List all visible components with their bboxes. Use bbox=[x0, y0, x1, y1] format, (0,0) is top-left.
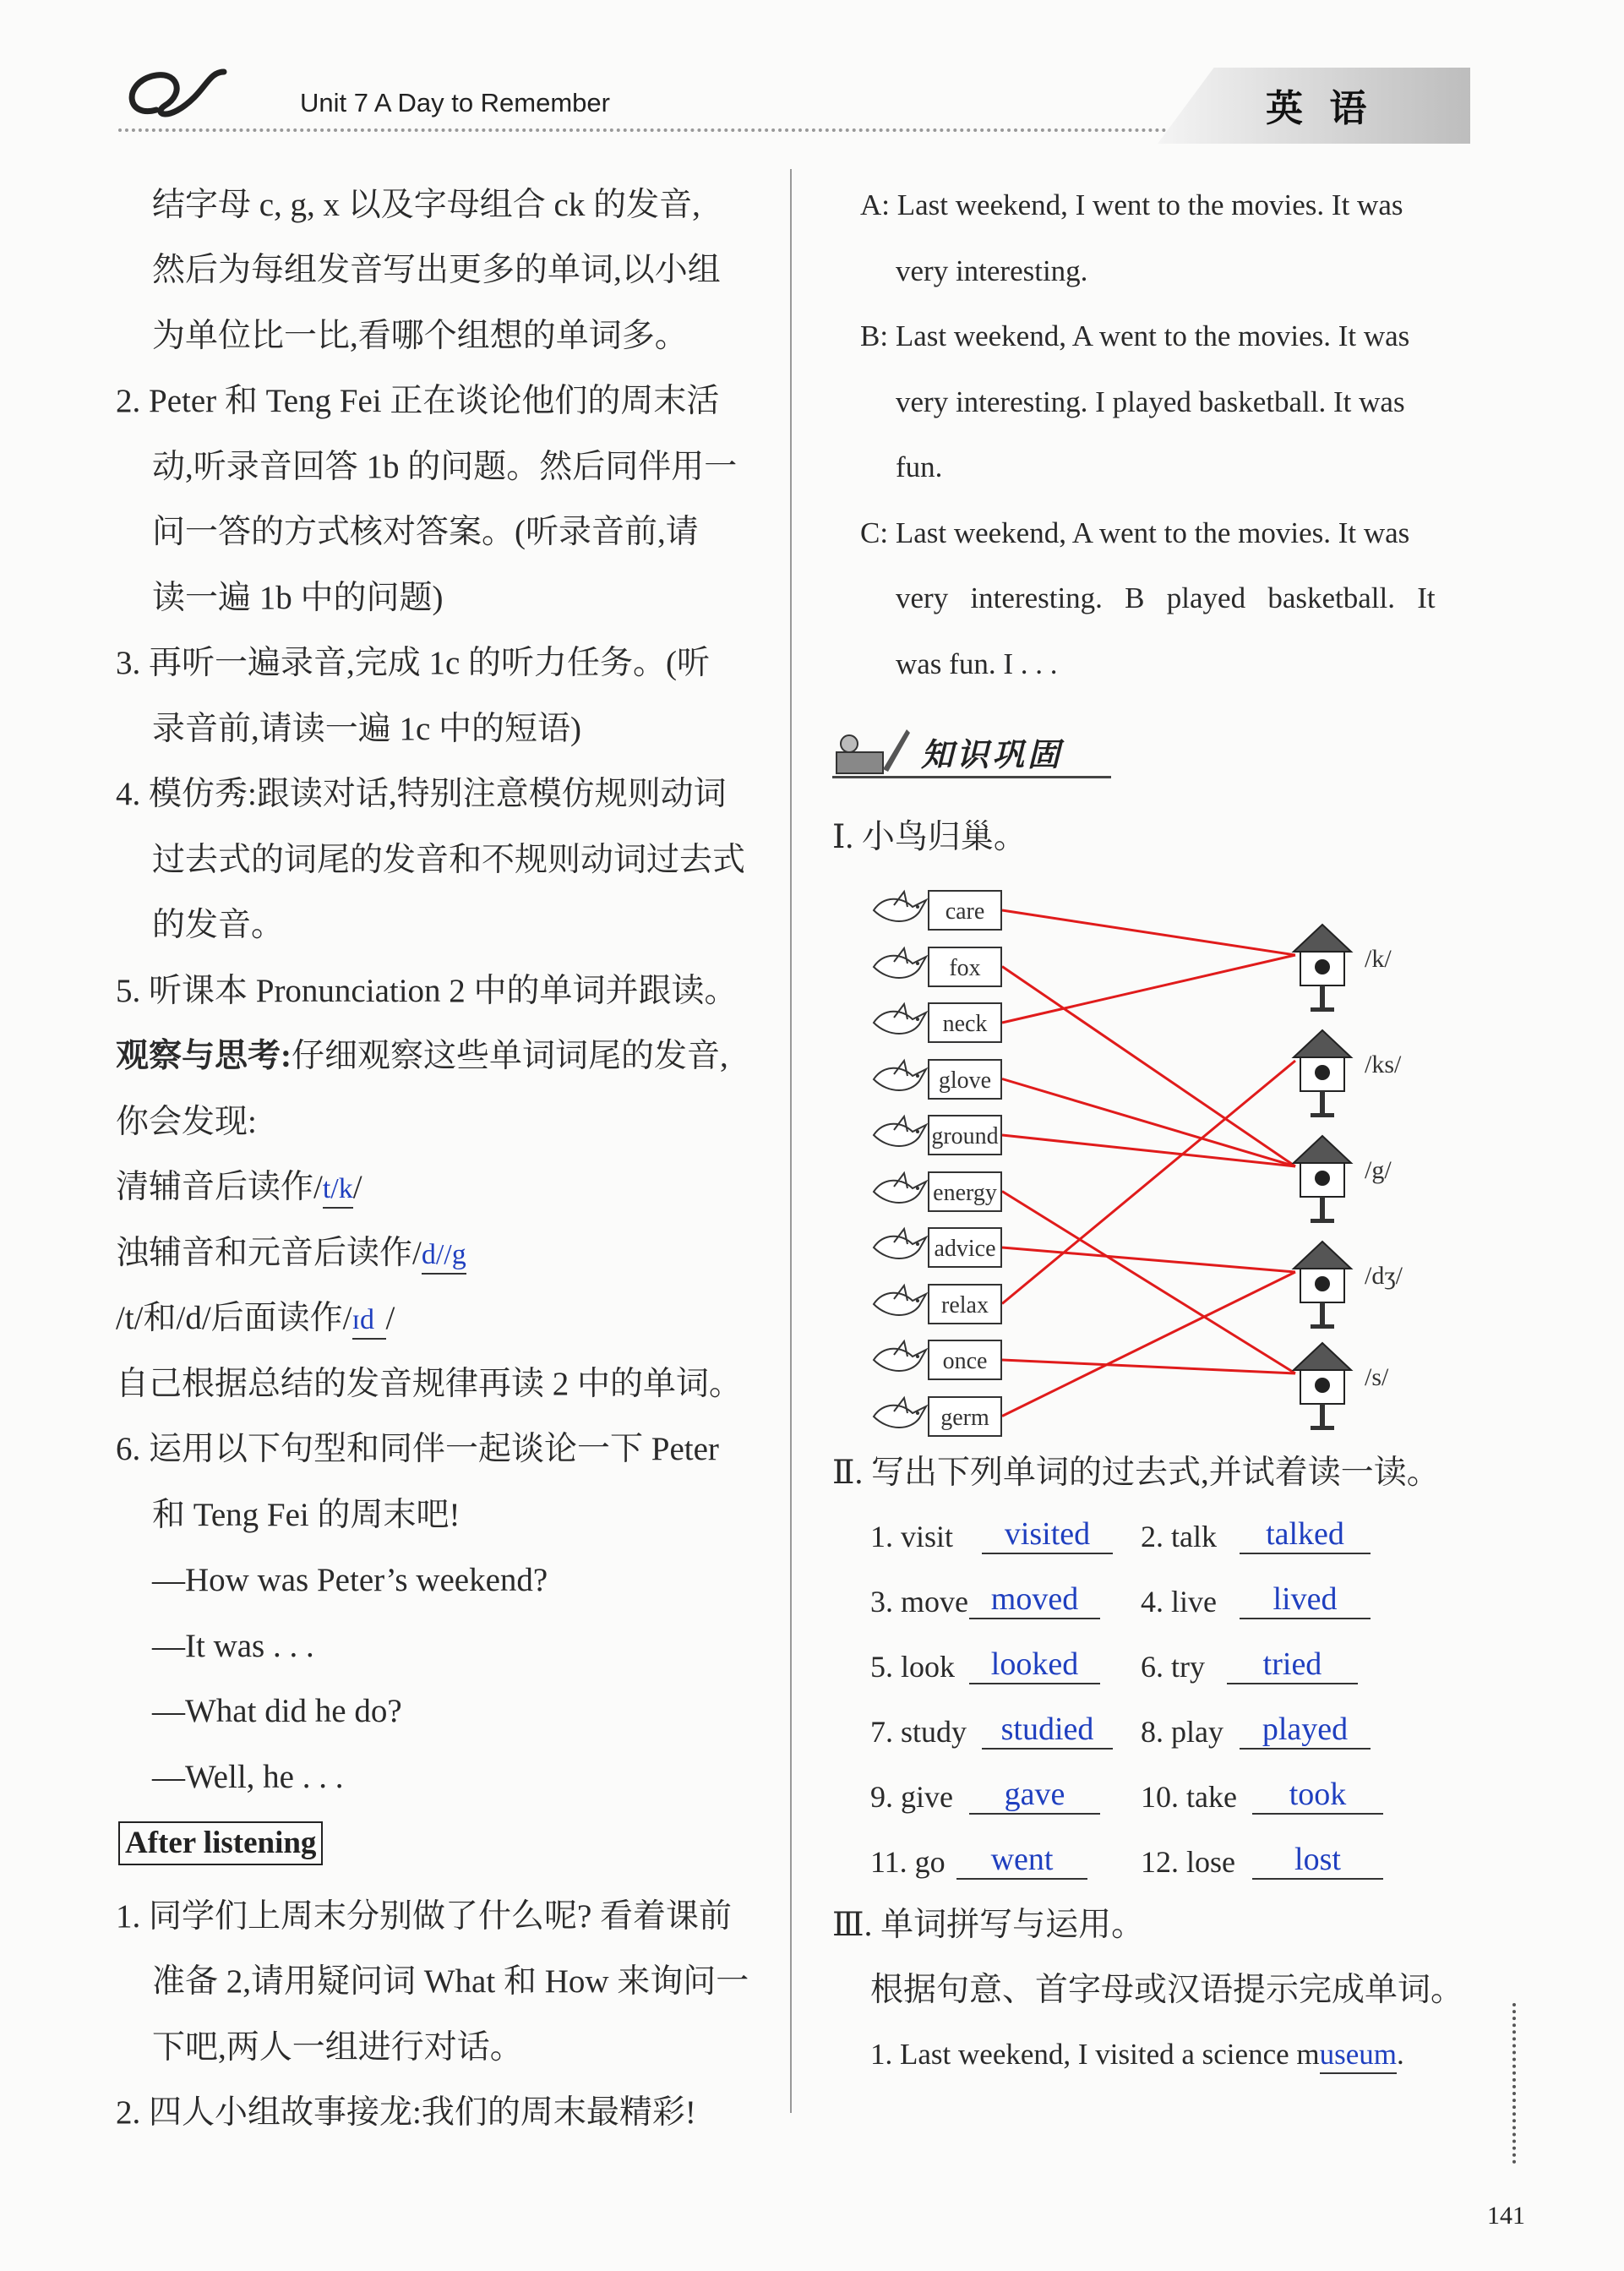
phonetic-label: /s/ bbox=[1365, 1363, 1389, 1391]
text-line: 的发音。 bbox=[152, 907, 285, 943]
past-tense-question: 9. give bbox=[870, 1780, 953, 1814]
bird-icon bbox=[870, 888, 929, 931]
text-line: 结字母 c, g, x 以及字母组合 ck 的发音, bbox=[152, 187, 700, 223]
word-box: fox bbox=[928, 947, 1002, 987]
match-line bbox=[1002, 955, 1295, 1023]
word-box: glove bbox=[928, 1059, 1002, 1100]
q3-instruction: 根据句意、首字母或汉语提示完成单词。 bbox=[870, 1972, 1464, 2008]
bird-icon bbox=[870, 1170, 929, 1212]
dialog-line: —What did he do? bbox=[152, 1693, 402, 1729]
bird-icon bbox=[870, 1338, 929, 1380]
past-tense-question: 7. study bbox=[870, 1715, 967, 1749]
story-line: very interesting. bbox=[896, 254, 1088, 287]
text-line: 2. 四人小组故事接龙:我们的周末最精彩! bbox=[116, 2094, 696, 2131]
answer-text: ɪd bbox=[352, 1303, 386, 1340]
dialog-line: —How was Peter’s weekend? bbox=[152, 1562, 548, 1598]
past-tense-answer: gave bbox=[969, 1776, 1100, 1815]
past-tense-answer: looked bbox=[969, 1646, 1100, 1684]
q3-title: Ⅲ. 单词拼写与运用。 bbox=[832, 1907, 1145, 1943]
story-line: very interesting. B played basketball. It bbox=[896, 581, 1436, 614]
margin-dots bbox=[1512, 2003, 1516, 2164]
book-quill-icon bbox=[832, 723, 913, 782]
bird-icon bbox=[870, 1057, 929, 1100]
text-line: 你会发现: bbox=[116, 1104, 257, 1140]
past-tense-question: 6. try bbox=[1141, 1650, 1205, 1684]
section-title: 知识巩固 bbox=[921, 736, 1064, 773]
text-line: 问一答的方式核对答案。(听录音前,请 bbox=[152, 514, 699, 550]
unit-title: Unit 7 A Day to Remember bbox=[300, 88, 610, 117]
text-line: 自己根据总结的发音规律再读 2 中的单词。 bbox=[116, 1366, 743, 1402]
phonetic-label: /k/ bbox=[1365, 945, 1392, 973]
rule-unvoiced: 清辅音后读作/t/k/ bbox=[116, 1168, 362, 1209]
bird-icon bbox=[870, 945, 929, 987]
birdhouse-icon bbox=[1289, 1027, 1356, 1120]
story-line: C: Last weekend, A went to the movies. It was bbox=[860, 516, 1410, 549]
q2-title: Ⅱ. 写出下列单词的过去式,并试着读一读。 bbox=[832, 1455, 1440, 1491]
word-box: energy bbox=[928, 1171, 1002, 1212]
observe-label: 观察与思考: bbox=[116, 1038, 292, 1074]
answer-text: t/k bbox=[323, 1172, 353, 1209]
word-box: once bbox=[928, 1340, 1002, 1380]
text-line: 录音前,请读一遍 1c 中的短语) bbox=[152, 711, 582, 747]
past-tense-question: 12. lose bbox=[1141, 1845, 1235, 1879]
q1-title: Ⅰ. 小鸟归巢。 bbox=[832, 819, 1027, 855]
past-tense-answer: went bbox=[956, 1841, 1087, 1880]
page-number: 141 bbox=[1487, 2202, 1525, 2230]
bird-icon bbox=[870, 1282, 929, 1324]
match-line bbox=[1002, 910, 1295, 955]
rule-voiced: 浊辅音和元音后读作/d//g bbox=[116, 1234, 466, 1275]
match-line bbox=[1002, 1135, 1295, 1166]
dialog-line: —Well, he . . . bbox=[152, 1759, 344, 1795]
past-tense-question: 4. live bbox=[1141, 1585, 1217, 1619]
past-tense-answer: visited bbox=[982, 1515, 1113, 1554]
text-line: 然后为每组发音写出更多的单词,以小组 bbox=[152, 252, 721, 288]
past-tense-answer: tried bbox=[1227, 1646, 1358, 1684]
phonetic-label: /g/ bbox=[1365, 1156, 1392, 1184]
word-box: germ bbox=[928, 1396, 1002, 1437]
text-line: 为单位比一比,看哪个组想的单词多。 bbox=[152, 318, 688, 354]
story-line: A: Last weekend, I went to the movies. It was bbox=[860, 188, 1403, 221]
word-box: advice bbox=[928, 1227, 1002, 1268]
story-line: was fun. I . . . bbox=[896, 647, 1058, 680]
match-line bbox=[1002, 967, 1295, 1167]
q3-item-1: 1. Last weekend, I visited a science museum. bbox=[870, 2037, 1404, 2074]
story-line: very interesting. I played basketball. It was bbox=[896, 385, 1405, 418]
past-tense-answer: took bbox=[1252, 1776, 1383, 1815]
story-line: fun. bbox=[896, 450, 943, 483]
logo-icon bbox=[118, 59, 228, 127]
section-underline bbox=[832, 776, 1111, 778]
match-line bbox=[1002, 1360, 1295, 1373]
word-box: ground bbox=[928, 1115, 1002, 1155]
rule-td: /t/和/d/后面读作/ɪd / bbox=[116, 1299, 395, 1340]
text-line: 6. 运用以下句型和同伴一起谈论一下 Peter bbox=[116, 1431, 719, 1467]
birdhouse-icon bbox=[1289, 1238, 1356, 1331]
text-line: 5. 听课本 Pronunciation 2 中的单词并跟读。 bbox=[116, 973, 738, 1009]
text-line: 3. 再听一遍录音,完成 1c 的听力任务。(听 bbox=[116, 645, 711, 681]
past-tense-question: 2. talk bbox=[1141, 1520, 1217, 1553]
past-tense-answer: moved bbox=[969, 1580, 1100, 1619]
word-box: neck bbox=[928, 1002, 1002, 1043]
past-tense-answer: played bbox=[1240, 1711, 1371, 1750]
text-line: 准备 2,请用疑问词 What 和 How 来询问一 bbox=[152, 1963, 749, 2000]
past-tense-answer: lost bbox=[1252, 1841, 1383, 1880]
story-line: B: Last weekend, A went to the movies. It was bbox=[860, 319, 1410, 352]
past-tense-question: 8. play bbox=[1141, 1715, 1223, 1749]
past-tense-question: 10. take bbox=[1141, 1780, 1237, 1814]
past-tense-question: 3. move bbox=[870, 1585, 968, 1619]
bird-icon bbox=[870, 1113, 929, 1155]
phonetic-label: /dʒ/ bbox=[1365, 1262, 1403, 1290]
past-tense-answer: studied bbox=[982, 1711, 1113, 1750]
past-tense-answer: lived bbox=[1240, 1580, 1371, 1619]
birdhouse-icon bbox=[1289, 921, 1356, 1014]
text-line: 1. 同学们上周末分别做了什么呢? 看着课前 bbox=[116, 1898, 733, 1935]
bird-icon bbox=[870, 1001, 929, 1043]
text-line: 过去式的词尾的发音和不规则动词过去式 bbox=[152, 842, 746, 878]
dialog-line: —It was . . . bbox=[152, 1628, 314, 1664]
past-tense-question: 5. look bbox=[870, 1650, 956, 1684]
birdhouse-icon bbox=[1289, 1133, 1356, 1226]
bird-icon bbox=[870, 1226, 929, 1268]
text-line: 2. Peter 和 Teng Fei 正在谈论他们的周末活 bbox=[116, 383, 720, 419]
text-line: 4. 模仿秀:跟读对话,特别注意模仿规则动词 bbox=[116, 776, 727, 812]
text-line: 动,听录音回答 1b 的问题。然后同伴用一 bbox=[152, 449, 738, 485]
birdhouse-icon bbox=[1289, 1340, 1356, 1433]
match-line bbox=[1002, 1192, 1295, 1374]
word-box: relax bbox=[928, 1284, 1002, 1324]
text-line: 下吧,两人一组进行对话。 bbox=[152, 2029, 523, 2066]
word-box: care bbox=[928, 890, 1002, 931]
column-divider bbox=[790, 169, 792, 2113]
observe-line: 观察与思考:仔细观察这些单词词尾的发音, bbox=[116, 1038, 728, 1074]
phonetic-label: /ks/ bbox=[1365, 1051, 1402, 1078]
text-line: 读一遍 1b 中的问题) bbox=[152, 580, 444, 616]
past-tense-question: 11. go bbox=[870, 1845, 946, 1879]
past-tense-answer: talked bbox=[1240, 1515, 1371, 1554]
after-listening-heading: After listening bbox=[118, 1821, 323, 1865]
match-line bbox=[1002, 1272, 1295, 1417]
match-line bbox=[1002, 1079, 1295, 1167]
subject-label: 英 语 bbox=[1266, 87, 1374, 130]
answer-text: d//g bbox=[422, 1238, 466, 1275]
bird-icon bbox=[870, 1395, 929, 1437]
answer-text: useum bbox=[1320, 2037, 1397, 2074]
text-line: 和 Teng Fei 的周末吧! bbox=[152, 1497, 460, 1533]
past-tense-question: 1. visit bbox=[870, 1520, 954, 1553]
